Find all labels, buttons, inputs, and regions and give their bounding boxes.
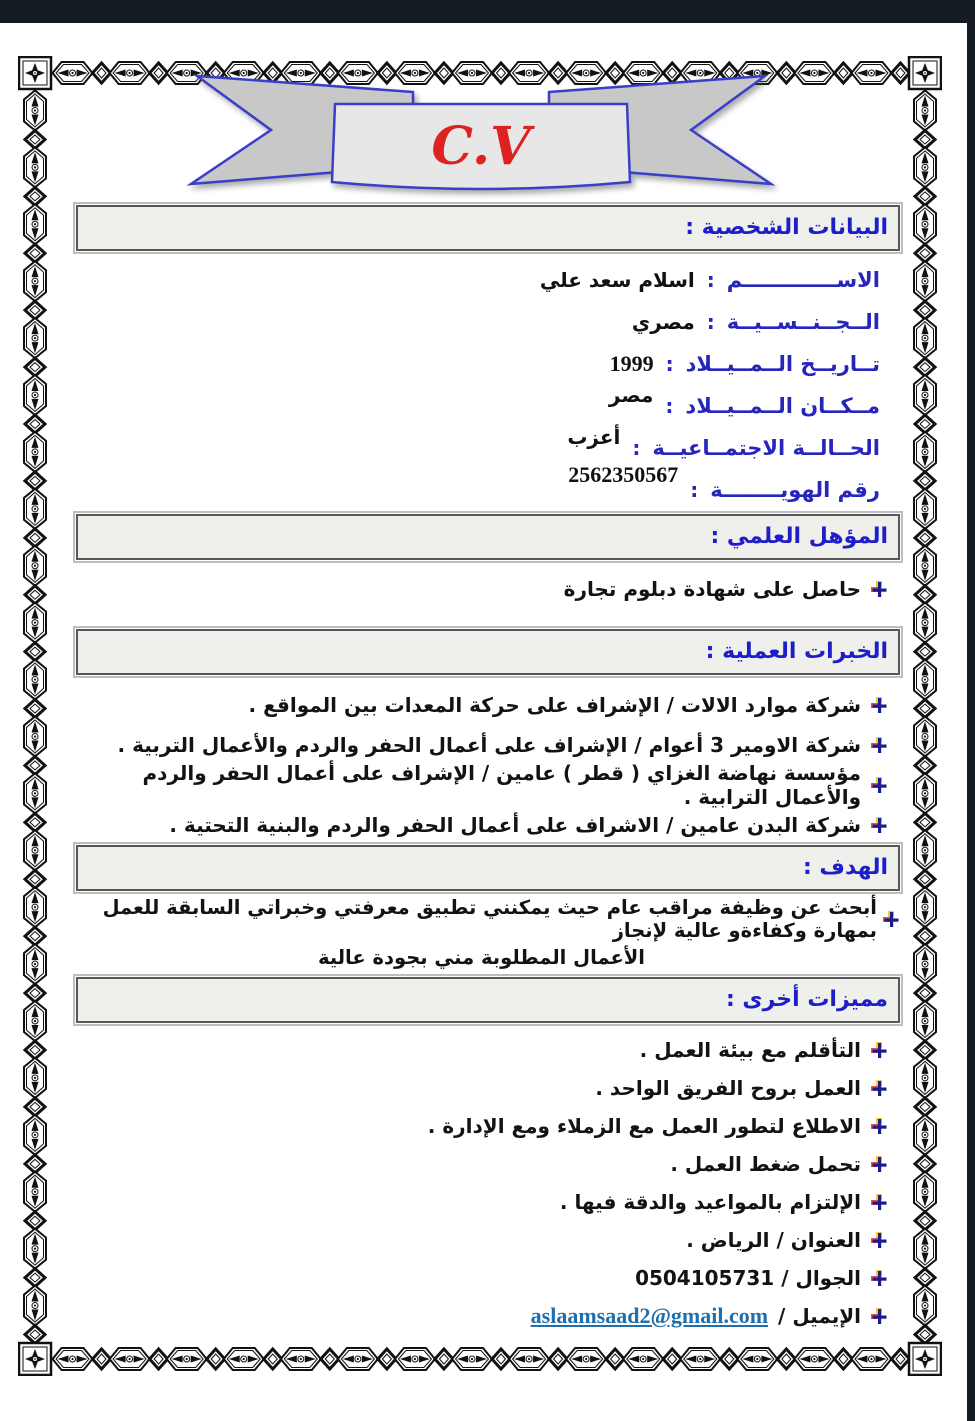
feature-item: التأقلم مع بيئة العمل . [62,1031,888,1069]
field-row-id-number: رقم الهويــــــــة : 2562350567 [568,462,880,502]
cv-content [62,62,900,1335]
field-row-marital-status: الحــالــة الاجتمــاعيــة : أعزب [567,425,880,460]
email-item [62,1297,888,1335]
experience-item: شركة الاومير 3 أعوام / الإشراف على أعمال الحفر والردم والأعمال التربية . [62,725,888,765]
cross-bullet-icon [871,1232,888,1249]
field-row-nationality: الــجــنــســيــة : مصري [631,310,880,334]
cross-bullet-icon [871,1118,888,1135]
personal-fields [62,259,900,511]
cross-bullet-icon [871,1080,888,1097]
cross-bullet-icon [871,777,888,794]
viewer-top-bar [0,0,975,23]
education-list [62,570,900,608]
cross-bullet-icon [871,1270,888,1287]
section-title: مميزات أخرى : [725,987,888,1012]
section-header-features [76,977,900,1023]
cross-bullet-icon [871,817,888,834]
feature-item: العمل بروح الفريق الواحد . [62,1069,888,1107]
experience-item: مؤسسة نهاضة الغزاي ( قطر ) عامين / الإشراف على أعمال الحفر والردم والأعمال الترابية . [62,765,888,805]
section-title: الهدف : [802,855,888,880]
feature-item: تحمل ضغط العمل . [62,1145,888,1183]
objective-line-2: الأعمال المطلوبة مني بجودة عالية [317,946,645,969]
cross-bullet-icon [871,737,888,754]
experience-item: شركة موارد الالات / الإشراف على حركة المعدات بين المواقع . [62,685,888,725]
section-header-education [76,514,900,560]
experience-item: شركة البدن عامين / الاشراف على أعمال الحفر والردم والبنية التحتية . [62,805,888,845]
phone-item: الجوال / 0504105731 [62,1259,888,1297]
cv-title: C.V [431,116,531,177]
field-row-birthplace: مــكــان الــمــيــلاد : مصر [608,383,880,418]
cv-ribbon-banner [181,72,781,198]
objective-line-1: أبحث عن وظيفة مراقب عام حيث يمكنني تطبيق معرفتي وخبراتي السابقة للعمل بمهارة وكفاءةو عالية لإنجاز [62,899,900,939]
cross-bullet-icon [871,1042,888,1059]
section-title: المؤهل العلمي : [710,524,888,549]
section-header-objective [76,845,900,891]
objective-text [62,896,900,977]
features-list [62,1031,900,1335]
cross-bullet-icon [871,1194,888,1211]
feature-item: الإلتزام بالمواعيد والدقة فيها . [62,1183,888,1221]
field-row-name: الاســـــــــــــم : اسلام سعد علي [539,268,880,292]
feature-item: الاطلاع لتطور العمل مع الزملاء ومع الإدارة . [62,1107,888,1145]
cross-bullet-icon [871,581,888,598]
email-link[interactable]: aslaamsaad2@gmail.com [530,1303,769,1328]
section-header-personal [76,205,900,251]
cross-bullet-icon [883,911,900,928]
section-title: البيانات الشخصية : [685,215,888,240]
cross-bullet-icon [871,697,888,714]
section-title: الخبرات العملية : [705,639,888,664]
address-item: العنوان / الرياض . [62,1221,888,1259]
cross-bullet-icon [871,1308,888,1325]
viewer-right-edge [967,0,975,1421]
education-item: حاصل على شهادة دبلوم تجارة [62,570,888,608]
email-label: الإيميل / [778,1304,861,1328]
cross-bullet-icon [871,1156,888,1173]
section-header-experience [76,629,900,675]
experience-list [62,685,900,845]
field-row-birthdate: تــاريــخ الــمــيــلاد : 1999 [609,351,880,376]
